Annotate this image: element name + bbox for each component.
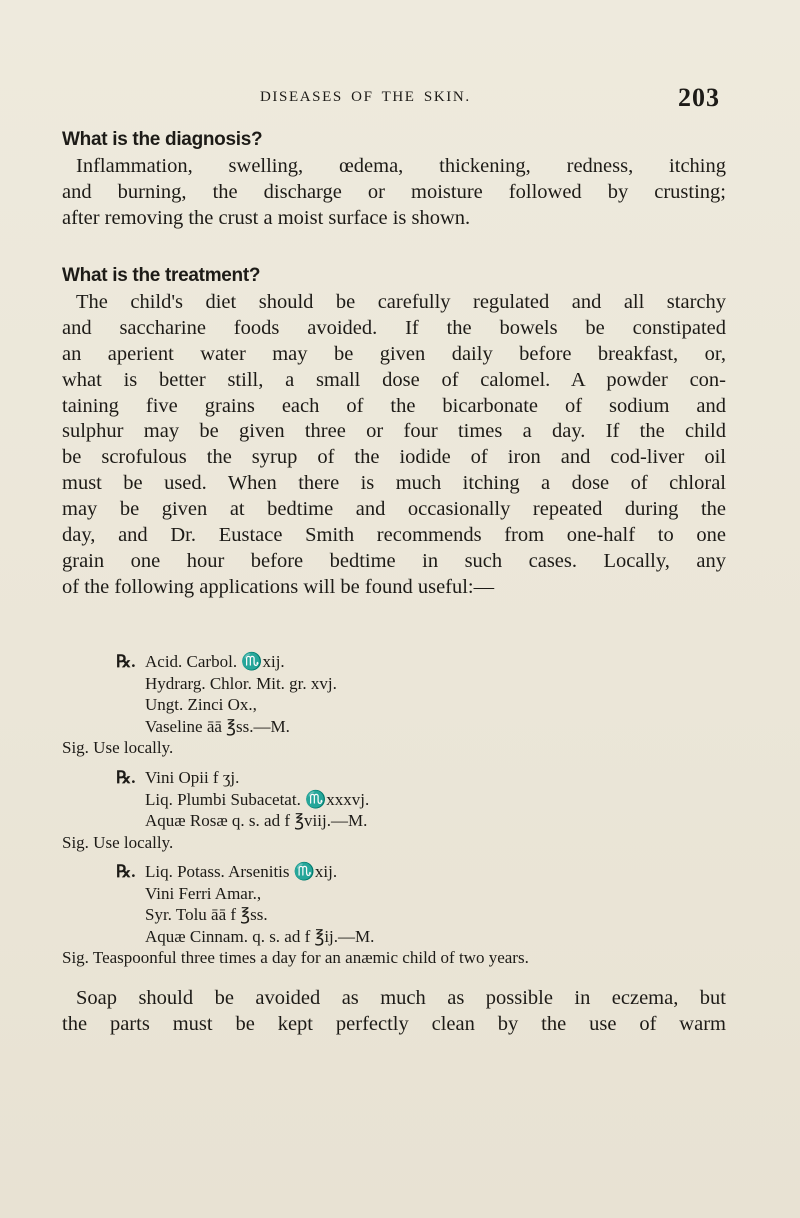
prescription-item: Hydrarg. Chlor. Mit. gr. xvj. [145, 673, 337, 693]
recipe-symbol: ℞. [116, 768, 136, 787]
prescription-signa: Sig. Use locally. [62, 832, 174, 852]
prescription-item: Vaseline āā ℥ss.—M. [145, 716, 290, 736]
text-line: and burning, the discharge or moisture followed by crusting; [62, 180, 726, 203]
closing-paragraph [62, 986, 726, 1038]
text-line: taining five grains each of the bicarbonate of sodium and [62, 394, 726, 417]
treatment-section [62, 263, 726, 601]
prescription-signa: Sig. Teaspoonful three times a day for an anæmic child of two years. [62, 948, 529, 967]
text-line: day, and Dr. Eustace Smith recommends from one-half to one [62, 524, 726, 547]
prescription-line [62, 767, 726, 789]
text-line: sulphur may be given three or four times a day. If the child [62, 420, 726, 443]
text-line: The child's diet should be carefully regulated and all starchy [76, 291, 726, 313]
text-line: of the following applications will be found useful:— [62, 575, 495, 598]
text-line: the parts must be kept perfectly clean by the use of warm [62, 1012, 726, 1035]
prescription-item: Aquæ Cinnam. q. s. ad f ℥ij.—M. [145, 926, 375, 946]
text-line: must be used. When there is much itching a dose of chloral [62, 472, 726, 495]
text-line: and saccharine foods avoided. If the bowels be constipated [62, 316, 726, 339]
prescription-1 [62, 651, 726, 759]
closing-text [62, 986, 726, 1038]
text-line: Inflammation, swelling, œdema, thickening, redness, itching [76, 155, 726, 177]
prescription-item: Ungt. Zinci Ox., [145, 695, 257, 714]
prescription-line [62, 651, 726, 673]
prescription-2 [62, 767, 726, 853]
text-line: an aperient water may be given daily before breakfast, or, [62, 342, 726, 365]
text-line: after removing the crust a moist surface is shown. [62, 206, 471, 229]
diagnosis-answer [62, 154, 726, 232]
prescription-item: Liq. Potass. Arsenitis ♏xij. [145, 862, 338, 881]
prescription-item: Vini Opii f ʒj. [145, 768, 240, 787]
running-head [200, 85, 720, 115]
prescription-item: Syr. Tolu āā f ℥ss. [145, 905, 268, 924]
text-line: what is better still, a small dose of calomel. A powder con- [62, 368, 726, 391]
treatment-question: What is the treatment? [62, 265, 261, 286]
page-number: 203 [678, 83, 720, 112]
recipe-symbol: ℞. [116, 862, 136, 881]
text-line: Soap should be avoided as much as possible in eczema, but [76, 987, 726, 1009]
prescription-item: Vini Ferri Amar., [145, 883, 262, 903]
recipe-symbol: ℞. [116, 652, 136, 671]
prescription-item: Acid. Carbol. ♏xij. [145, 652, 285, 671]
treatment-answer [62, 290, 726, 601]
text-line: may be given at bedtime and occasionally repeated during the [62, 498, 726, 521]
text-line: grain one hour before bedtime in such cases. Locally, any [62, 549, 726, 572]
prescription-item: Liq. Plumbi Subacetat. ♏xxxvj. [145, 789, 370, 809]
prescription-line [62, 861, 726, 883]
prescription-signa: Sig. Use locally. [62, 738, 174, 757]
prescription-3 [62, 861, 726, 969]
diagnosis-section [62, 127, 726, 232]
text-line: be scrofulous the syrup of the iodide of iron and cod-liver oil [62, 446, 726, 469]
diagnosis-question: What is the diagnosis? [62, 129, 263, 150]
prescription-item: Aquæ Rosæ q. s. ad f ℥viij.—M. [145, 811, 368, 830]
running-title: DISEASES OF THE SKIN. [260, 89, 471, 105]
